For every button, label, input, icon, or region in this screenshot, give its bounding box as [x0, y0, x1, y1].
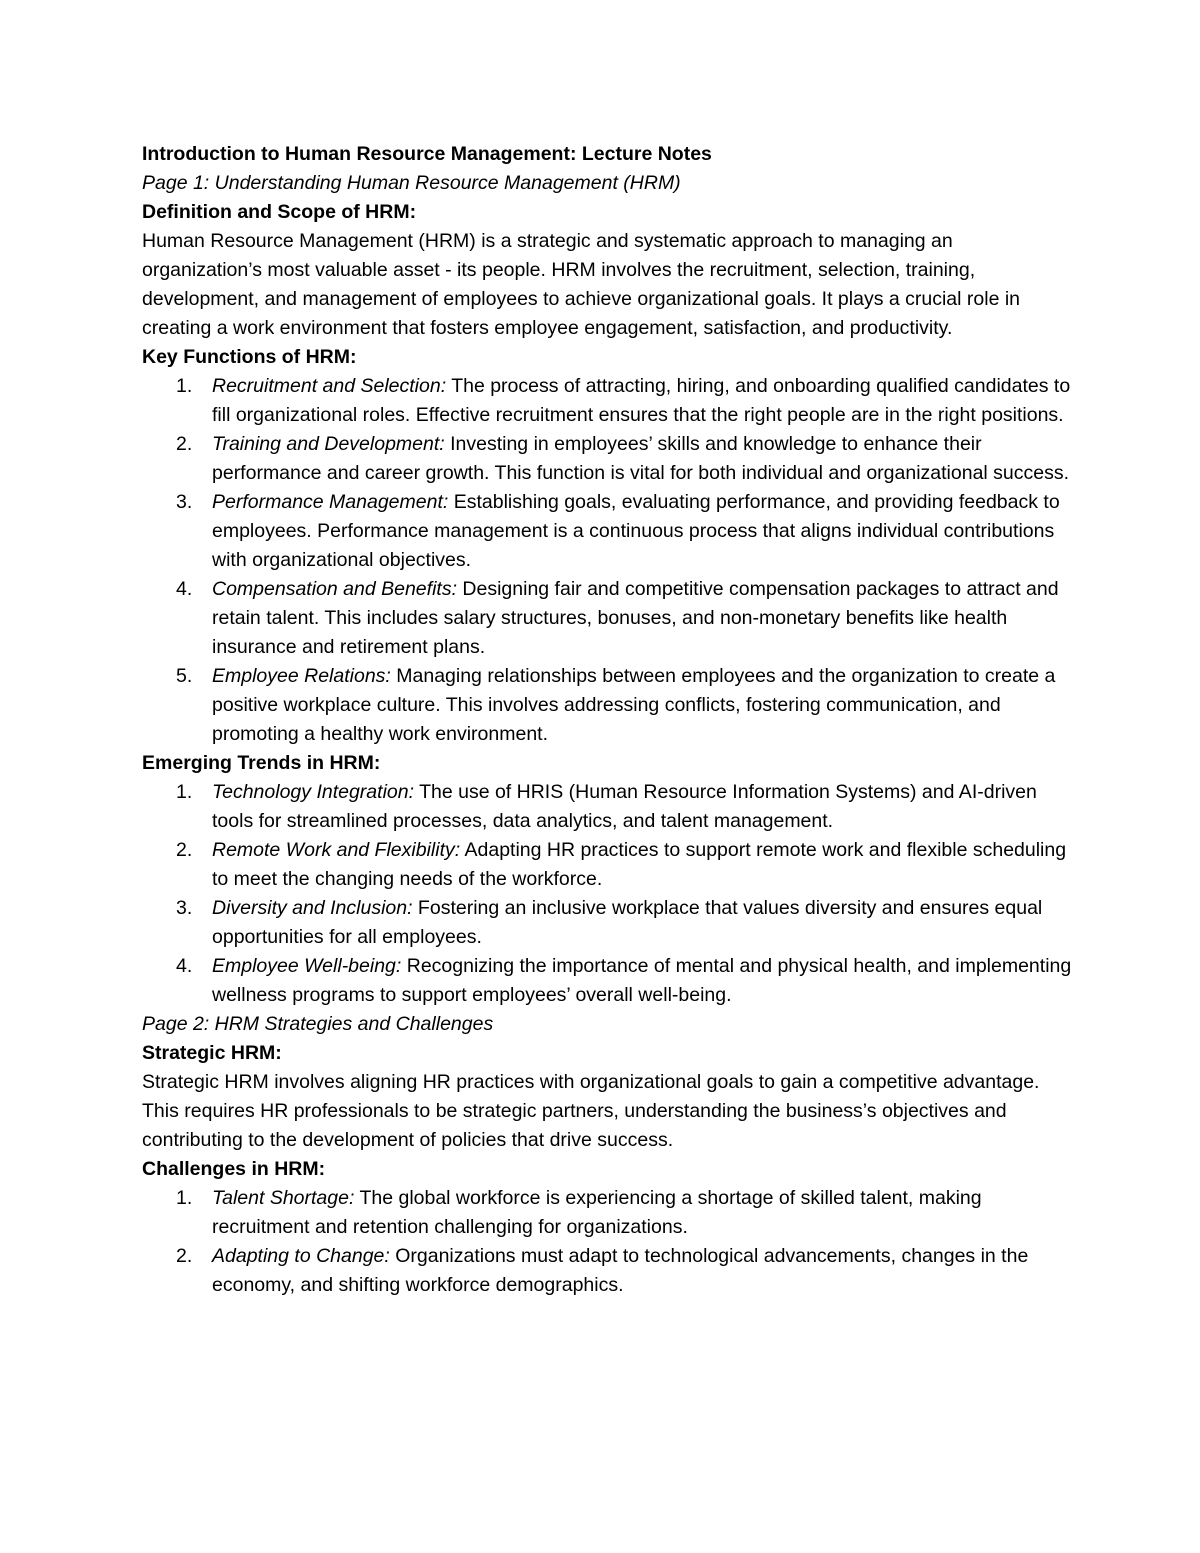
list-text: Investing in employees’ skills and knowledge to enhance their performance and career growth. This function is vital for both individual and organizational success. [212, 433, 1070, 484]
list-number: 5. [176, 665, 193, 687]
list-number: 4. [176, 955, 193, 977]
trends-heading: Emerging Trends in HRM: [142, 752, 381, 774]
list-term: Compensation and Benefits: [212, 578, 457, 600]
list-term: Adapting to Change: [212, 1245, 390, 1267]
list-item [142, 488, 1072, 575]
list-number: 3. [176, 491, 193, 513]
key-functions-list [142, 372, 1072, 749]
list-text: Organizations must adapt to technological advancements, changes in the economy, and shifting workforce demographics. [212, 1245, 1029, 1296]
list-item [142, 430, 1072, 488]
list-term: Performance Management: [212, 491, 449, 513]
challenges-list [142, 1184, 1072, 1300]
document-title: Introduction to Human Resource Management: Lecture Notes [142, 143, 712, 165]
list-term: Training and Development: [212, 433, 445, 455]
list-item [142, 952, 1072, 1010]
list-item [142, 778, 1072, 836]
definition-paragraph: Human Resource Management (HRM) is a strategic and systematic approach to managing an organization’s most valuable asset - its people. HRM involves the recruitment, selection, training, development, and management of employees to achieve organizational goals. It plays a crucial role in creating a work environment that fosters employee engagement, satisfaction, and productivity. [142, 230, 1021, 339]
list-item [142, 1242, 1072, 1300]
key-functions-heading: Key Functions of HRM: [142, 346, 357, 368]
list-number: 2. [176, 1245, 193, 1267]
list-text: The global workforce is experiencing a shortage of skilled talent, making recruitment and retention challenging for organizations. [212, 1187, 982, 1238]
list-text: Establishing goals, evaluating performance, and providing feedback to employees. Performance management is a continuous process that aligns individual contributions with organizational objectives. [212, 491, 1060, 571]
list-text: Designing fair and competitive compensation packages to attract and retain talent. This includes salary structures, bonuses, and non-monetary benefits like health insurance and retirement plans. [212, 578, 1059, 658]
page1-heading: Page 1: Understanding Human Resource Management (HRM) [142, 172, 681, 194]
list-term: Employee Well-being: [212, 955, 402, 977]
list-term: Diversity and Inclusion: [212, 897, 413, 919]
list-text: Fostering an inclusive workplace that values diversity and ensures equal opportunities for all employees. [212, 897, 1043, 948]
list-text: The process of attracting, hiring, and onboarding qualified candidates to fill organizational roles. Effective recruitment ensures that the right people are in the right positions. [212, 375, 1071, 426]
definition-heading: Definition and Scope of HRM: [142, 201, 417, 223]
list-term: Recruitment and Selection: [212, 375, 447, 397]
strategic-paragraph: Strategic HRM involves aligning HR practices with organizational goals to gain a competitive advantage. This requires HR professionals to be strategic partners, understanding the business’s objectives and contributing to the development of policies that drive success. [142, 1071, 1040, 1151]
list-term: Talent Shortage: [212, 1187, 355, 1209]
list-item [142, 575, 1072, 662]
list-number: 3. [176, 897, 193, 919]
list-term: Technology Integration: [212, 781, 415, 803]
list-item [142, 372, 1072, 430]
list-item [142, 1184, 1072, 1242]
list-number: 2. [176, 433, 193, 455]
list-text: The use of HRIS (Human Resource Information Systems) and AI-driven tools for streamlined processes, data analytics, and talent management. [212, 781, 1037, 832]
list-item [142, 836, 1072, 894]
challenges-heading: Challenges in HRM: [142, 1158, 326, 1180]
list-number: 1. [176, 781, 193, 803]
list-number: 4. [176, 578, 193, 600]
list-item [142, 894, 1072, 952]
page2-heading: Page 2: HRM Strategies and Challenges [142, 1013, 494, 1035]
list-text: Recognizing the importance of mental and physical health, and implementing wellness programs to support employees’ overall well-being. [212, 955, 1072, 1006]
strategic-heading: Strategic HRM: [142, 1042, 282, 1064]
list-text: Adapting HR practices to support remote work and flexible scheduling to meet the changing needs of the workforce. [212, 839, 1067, 890]
document-page [142, 140, 1072, 1300]
list-number: 1. [176, 375, 193, 397]
list-item [142, 662, 1072, 749]
list-term: Employee Relations: [212, 665, 391, 687]
list-term: Remote Work and Flexibility: [212, 839, 461, 861]
list-number: 1. [176, 1187, 193, 1209]
list-number: 2. [176, 839, 193, 861]
trends-list [142, 778, 1072, 1010]
list-text: Managing relationships between employees and the organization to create a positive workplace culture. This involves addressing conflicts, fostering communication, and promoting a healthy work environment. [212, 665, 1056, 745]
